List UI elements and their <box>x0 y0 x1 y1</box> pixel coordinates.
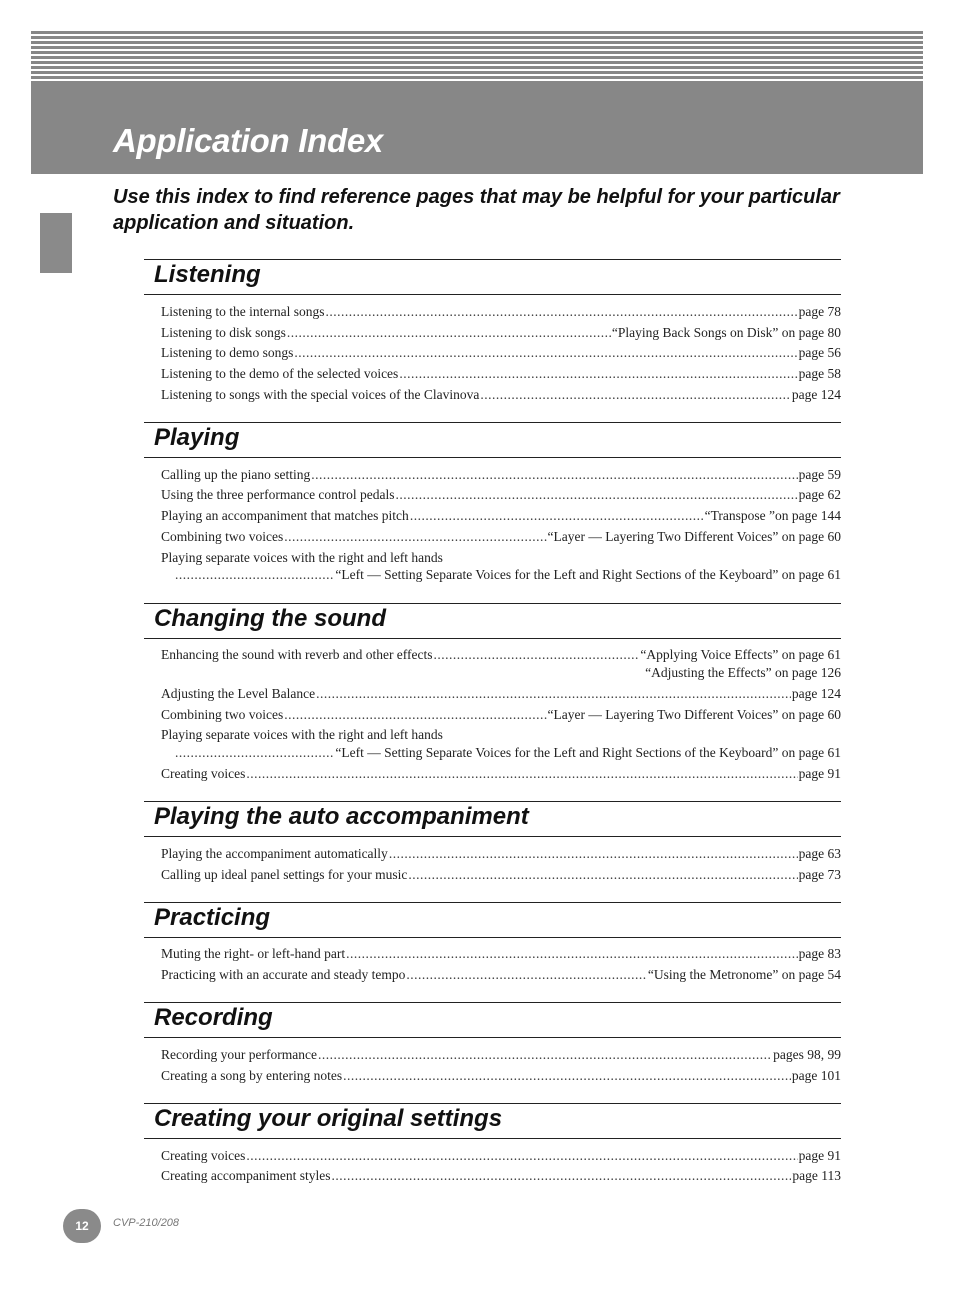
section-heading-bar <box>144 902 841 938</box>
entry-label: Muting the right- or left-hand part <box>161 946 346 961</box>
section-heading-bar <box>144 801 841 837</box>
entry-ref: page 113 <box>792 1168 841 1183</box>
section-auto-accompaniment <box>144 801 841 882</box>
entry-ref: page 83 <box>798 946 841 961</box>
entry-label: Recording your performance <box>161 1047 317 1062</box>
intro-text: Use this index to find reference pages that may be helpful for your particular application and situation. <box>113 186 840 234</box>
entry-ref: “Using the Metronome” on page 54 <box>647 967 841 982</box>
entry-ref: “Transpose ”on page 144 <box>704 508 841 523</box>
entry-ref: page 73 <box>798 867 841 882</box>
index-entry <box>161 302 841 322</box>
index-entry <box>161 323 841 343</box>
index-entry <box>161 684 841 704</box>
index-entry <box>161 705 841 725</box>
entry-ref: page 78 <box>798 304 841 319</box>
entry-label: Creating a song by entering notes <box>161 1068 343 1083</box>
entry-label: Playing separate voices with the right and left hands <box>161 727 443 742</box>
section-heading: Playing the auto accompaniment <box>154 803 529 830</box>
section-heading: Playing <box>154 424 240 451</box>
entry-label: Adjusting the Level Balance <box>161 686 316 701</box>
entry-label: Using the three performance control pedals <box>161 487 395 502</box>
section-heading: Recording <box>154 1004 273 1031</box>
index-entry <box>161 1045 841 1065</box>
entry-ref: “Left — Setting Separate Voices for the Left and Right Sections of the Keyboard” on page 61 <box>335 567 841 582</box>
section-listening <box>144 259 841 402</box>
section-practicing <box>144 902 841 982</box>
section-playing <box>144 422 841 582</box>
index-entry <box>161 385 841 405</box>
model-name: CVP-210/208 <box>113 1217 180 1229</box>
index-entry-continuation <box>175 743 841 763</box>
index-entry <box>161 485 841 505</box>
index-entry <box>161 844 841 864</box>
entry-label: Calling up the piano setting <box>161 467 311 482</box>
entry-label: Enhancing the sound with reverb and other effects <box>161 647 433 662</box>
section-heading-bar <box>144 422 841 458</box>
banner-stripes <box>31 31 923 83</box>
entry-label: Creating voices <box>161 1148 246 1163</box>
index-entry <box>161 506 841 526</box>
entry-ref: page 124 <box>791 686 841 701</box>
index-entry <box>161 764 841 784</box>
entry-ref: “Adjusting the Effects” on page 126 <box>645 665 841 680</box>
section-heading-bar <box>144 1002 841 1038</box>
index-entry-continuation <box>175 565 841 585</box>
entry-label: Playing the accompaniment automatically <box>161 846 388 861</box>
index-entry <box>161 1166 841 1186</box>
chapter-tab <box>40 213 72 273</box>
entry-ref: page 91 <box>798 1148 841 1163</box>
index-entry <box>161 465 841 485</box>
section-heading-bar <box>144 603 841 639</box>
index-entry <box>161 527 841 547</box>
entry-label: Creating voices <box>161 766 246 781</box>
entry-ref: page 63 <box>798 846 841 861</box>
section-heading-bar <box>144 259 841 295</box>
entry-label: Listening to the internal songs <box>161 304 325 319</box>
index-entry <box>161 645 841 665</box>
entry-label: Listening to songs with the special voices of the Clavinova <box>161 387 480 402</box>
entry-ref: “Left — Setting Separate Voices for the Left and Right Sections of the Keyboard” on page 61 <box>335 745 841 760</box>
entry-label: Calling up ideal panel settings for your music <box>161 867 408 882</box>
entry-ref: “Playing Back Songs on Disk” on page 80 <box>611 325 841 340</box>
index-entry <box>161 1066 841 1086</box>
index-entry-continuation <box>161 663 841 683</box>
index-entry <box>161 865 841 885</box>
entry-label: Combining two voices <box>161 707 284 722</box>
entry-ref: “Layer — Layering Two Different Voices” on page 60 <box>547 707 841 722</box>
entry-label: Creating accompaniment styles <box>161 1168 331 1183</box>
entry-label: Practicing with an accurate and steady tempo <box>161 967 406 982</box>
section-heading: Changing the sound <box>154 605 386 632</box>
entry-ref: pages 98, 99 <box>773 1047 841 1062</box>
entry-ref: page 62 <box>798 487 841 502</box>
section-heading: Creating your original settings <box>154 1105 503 1132</box>
index-entry <box>161 343 841 363</box>
index-entry <box>161 944 841 964</box>
page-number-badge: 12 <box>63 1209 101 1243</box>
entry-label: Combining two voices <box>161 529 284 544</box>
entry-label: Listening to demo songs <box>161 345 294 360</box>
section-heading: Listening <box>154 261 261 288</box>
entry-ref: page 56 <box>798 345 841 360</box>
entry-ref: page 91 <box>798 766 841 781</box>
section-heading: Practicing <box>154 904 271 931</box>
entry-ref: page 59 <box>798 467 841 482</box>
entry-ref: “Applying Voice Effects” on page 61 <box>640 647 841 662</box>
entry-label: Playing separate voices with the right and left hands <box>161 550 443 565</box>
index-entry <box>161 1146 841 1166</box>
entry-ref: “Layer — Layering Two Different Voices” on page 60 <box>547 529 841 544</box>
entry-ref: page 101 <box>791 1068 841 1083</box>
section-changing-sound <box>144 603 841 781</box>
section-recording <box>144 1002 841 1083</box>
entry-ref: page 124 <box>791 387 841 402</box>
section-heading-bar <box>144 1103 841 1139</box>
section-original-settings <box>144 1103 841 1183</box>
index-entry <box>161 364 841 384</box>
entry-label: Listening to the demo of the selected voices <box>161 366 399 381</box>
entry-label: Listening to disk songs <box>161 325 286 340</box>
index-entry <box>161 725 841 745</box>
index-entry <box>161 965 841 985</box>
entry-ref: page 58 <box>798 366 841 381</box>
page-title: Application Index <box>113 122 383 159</box>
entry-label: Playing an accompaniment that matches pitch <box>161 508 409 523</box>
